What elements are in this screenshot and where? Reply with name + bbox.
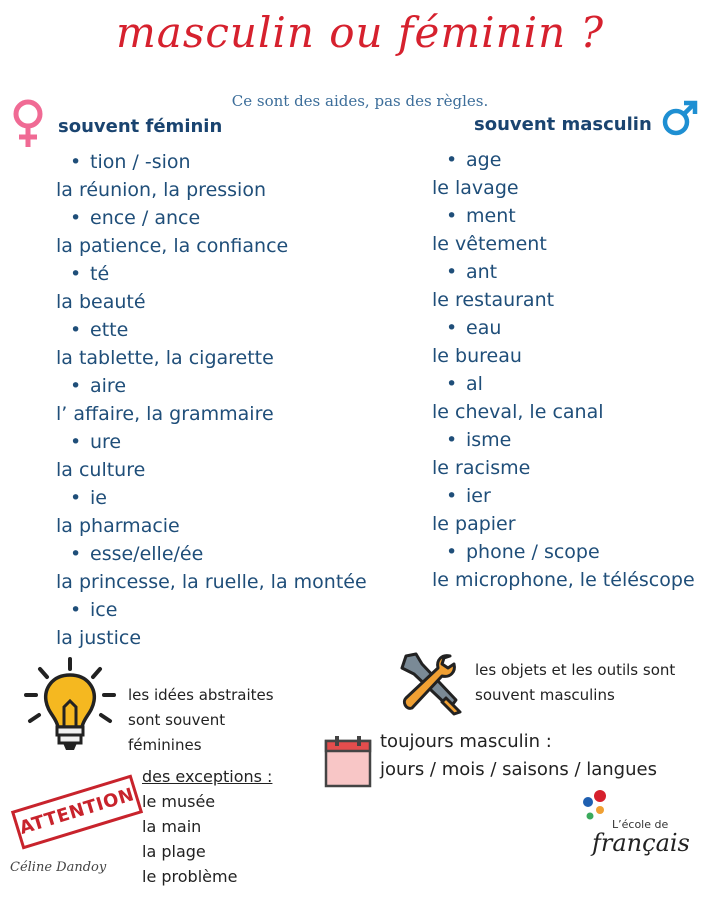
list-item: • eau (432, 314, 695, 342)
list-item: • té (56, 260, 367, 288)
list-item: • isme (432, 426, 695, 454)
exceptions-heading: des exceptions : (142, 767, 273, 786)
signature: Céline Dandoy (10, 860, 107, 875)
list-item: • age (432, 146, 695, 174)
list-item: • ette (56, 316, 367, 344)
list-item: • ier (432, 482, 695, 510)
exceptions-list (142, 764, 272, 889)
list-item: • ice (56, 596, 367, 624)
list-item: le restaurant (432, 289, 555, 311)
list-item: le problème (142, 867, 238, 886)
list-item: le lavage (432, 177, 519, 199)
list-item: • ure (56, 428, 367, 456)
light-bulb-icon (20, 655, 120, 755)
page-title: masculin ou féminin ? (115, 8, 604, 57)
list-item: le musée (142, 792, 216, 811)
list-item: la main (142, 817, 202, 836)
list-item: • ment (432, 202, 695, 230)
list-item: la réunion, la pression (56, 179, 267, 201)
feminine-list (56, 148, 367, 652)
list-item: la princesse, la ruelle, la montée (56, 571, 367, 593)
female-symbol-icon (10, 98, 46, 150)
list-item: • ence / ance (56, 204, 367, 232)
objects-note: les objets et les outils sont souvent masculins (475, 661, 676, 704)
abstract-note: les idées abstraites sont souvent féminines (128, 686, 274, 754)
list-item: le papier (432, 513, 516, 535)
list-item: le racisme (432, 457, 531, 479)
list-item: la patience, la confiance (56, 235, 289, 257)
list-item: • aire (56, 372, 367, 400)
calendar-icon (323, 733, 373, 789)
list-item: la culture (56, 459, 146, 481)
list-item: • phone / scope (432, 538, 695, 566)
logo-line1: L’école de (612, 818, 669, 831)
list-item: la justice (56, 627, 142, 649)
masculine-list (432, 146, 695, 594)
list-item: la pharmacie (56, 515, 180, 537)
list-item: • ie (56, 484, 367, 512)
list-item: le cheval, le canal (432, 401, 604, 423)
list-item: • tion / -sion (56, 148, 367, 176)
page-subtitle: Ce sont des aides, pas des règles. (231, 92, 489, 110)
list-item: • esse/elle/ée (56, 540, 367, 568)
masculine-heading: souvent masculin (474, 114, 652, 135)
attention-stamp: ATTENTION (11, 774, 143, 849)
list-item: • ant (432, 258, 695, 286)
list-item: la plage (142, 842, 206, 861)
male-symbol-icon (660, 98, 700, 138)
list-item: le microphone, le téléscope (432, 569, 695, 591)
always-masculine-note: toujours masculin : jours / mois / saisons / langues (380, 731, 657, 780)
feminine-heading: souvent féminin (58, 116, 223, 137)
logo-line2: français (592, 829, 690, 857)
list-item: la tablette, la cigarette (56, 347, 274, 369)
list-item: le vêtement (432, 233, 547, 255)
list-item: l’ affaire, la grammaire (56, 403, 274, 425)
list-item: le bureau (432, 345, 522, 367)
wrench-tools-icon (396, 650, 466, 716)
list-item: • al (432, 370, 695, 398)
logo-dots-icon (580, 788, 610, 824)
list-item: la beauté (56, 291, 146, 313)
